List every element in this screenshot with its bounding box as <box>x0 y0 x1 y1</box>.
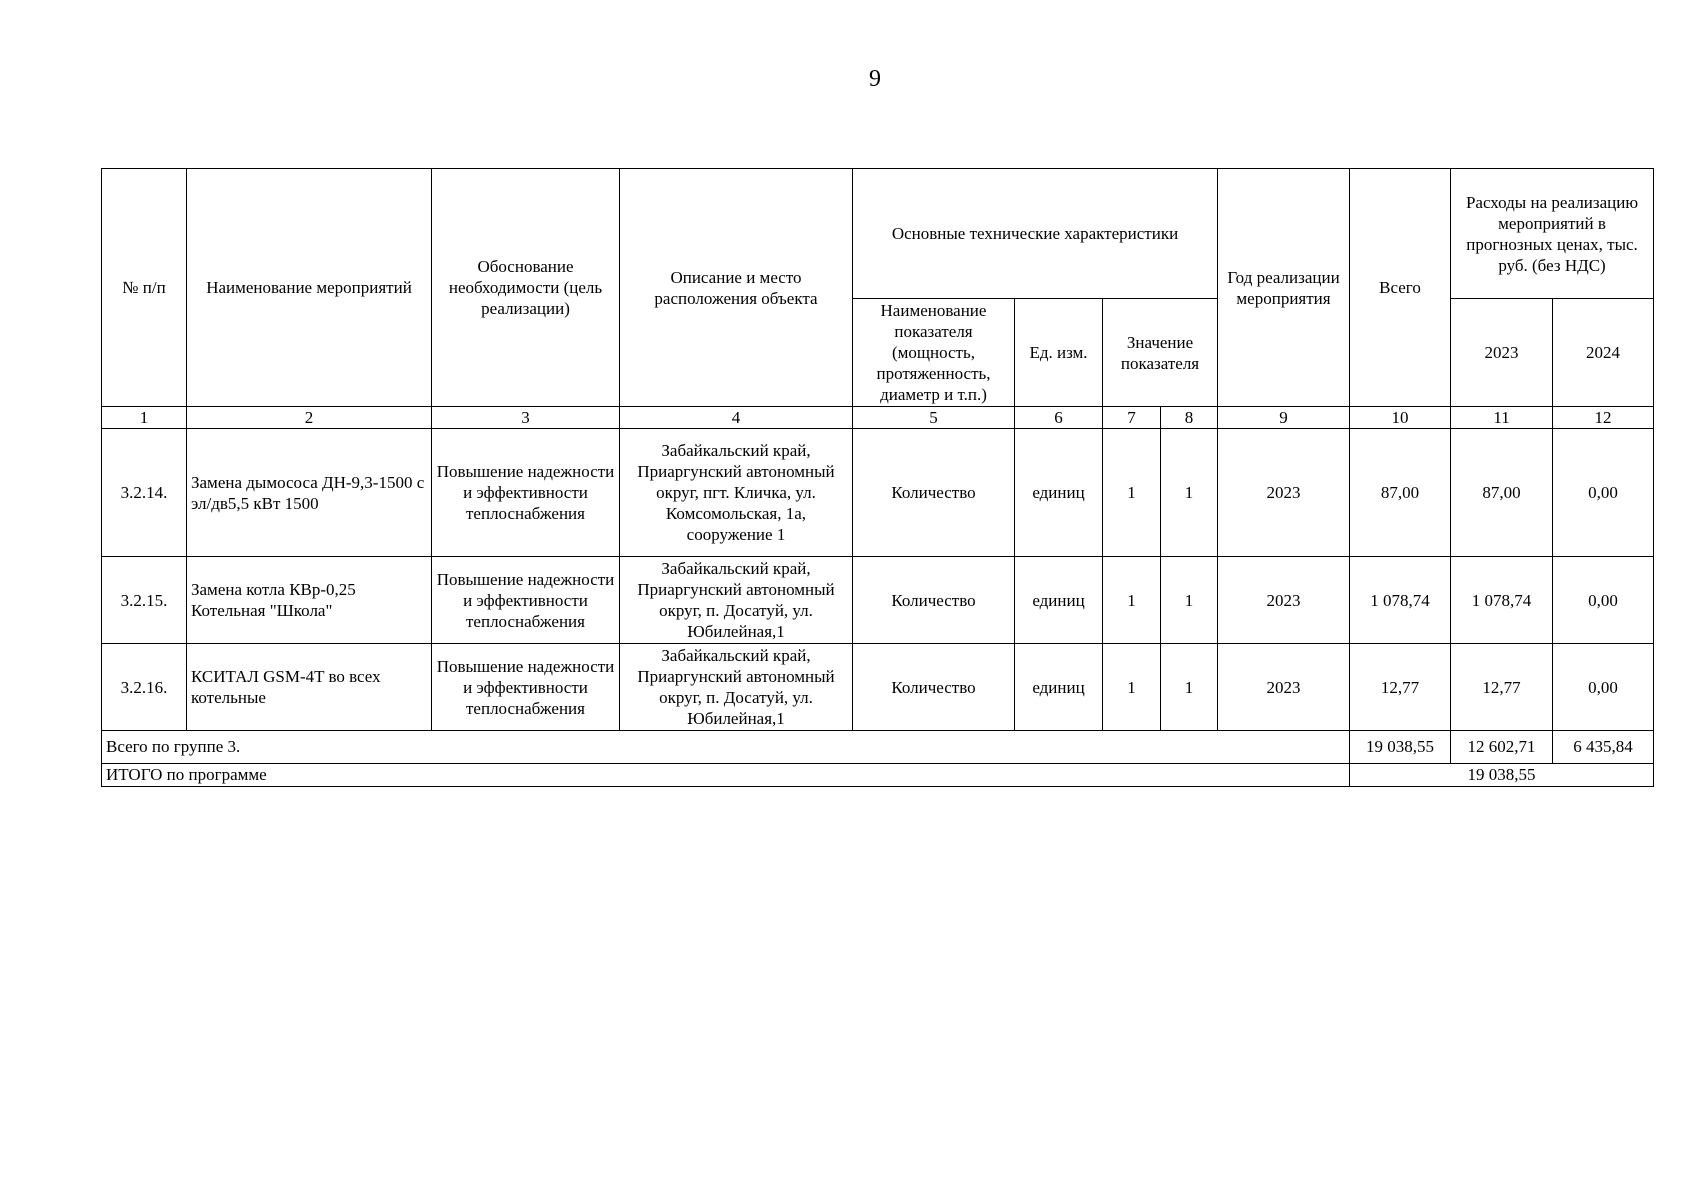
header-2024: 2024 <box>1553 299 1654 407</box>
header-total: Всего <box>1350 169 1451 407</box>
header-tech-value: Значение показателя <box>1103 299 1218 407</box>
header-description: Описание и место расположения объекта <box>620 169 853 407</box>
row-year: 2023 <box>1218 429 1350 557</box>
header-tech: Основные технические характеристики <box>853 169 1218 299</box>
row-reason: Повышение надежности и эффективности теплоснабжения <box>432 644 620 731</box>
column-number: 12 <box>1553 407 1654 429</box>
row-year: 2023 <box>1218 557 1350 644</box>
column-number: 3 <box>432 407 620 429</box>
table-row <box>102 644 1654 731</box>
row-cost-2024: 0,00 <box>1553 429 1654 557</box>
row-name: Замена котла КВр-0,25 Котельная "Школа" <box>187 557 432 644</box>
group-total-label: Всего по группе 3. <box>102 731 1350 764</box>
row-value-8: 1 <box>1161 557 1218 644</box>
program-table <box>101 168 1654 787</box>
column-number: 8 <box>1161 407 1218 429</box>
row-cost-2023: 1 078,74 <box>1451 557 1553 644</box>
column-number: 9 <box>1218 407 1350 429</box>
row-total: 87,00 <box>1350 429 1451 557</box>
header-costs: Расходы на реализацию мероприятий в прогнозных ценах, тыс. руб. (без НДС) <box>1451 169 1654 299</box>
header-2023: 2023 <box>1451 299 1553 407</box>
header-tech-unit: Ед. изм. <box>1015 299 1103 407</box>
row-year: 2023 <box>1218 644 1350 731</box>
column-number: 1 <box>102 407 187 429</box>
row-description: Забайкальский край, Приаргунский автономный округ, п. Досатуй, ул. Юбилейная,1 <box>620 644 853 731</box>
row-indicator: Количество <box>853 429 1015 557</box>
column-number: 5 <box>853 407 1015 429</box>
column-number: 6 <box>1015 407 1103 429</box>
row-cost-2023: 12,77 <box>1451 644 1553 731</box>
column-number: 11 <box>1451 407 1553 429</box>
row-description: Забайкальский край, Приаргунский автономный округ, пгт. Кличка, ул. Комсомольская, 1а, сооружение 1 <box>620 429 853 557</box>
group-total-row <box>102 731 1654 764</box>
row-reason: Повышение надежности и эффективности теплоснабжения <box>432 429 620 557</box>
program-total-row <box>102 764 1654 787</box>
row-num: 3.2.14. <box>102 429 187 557</box>
header-num: № п/п <box>102 169 187 407</box>
column-number: 2 <box>187 407 432 429</box>
group-total-2024: 6 435,84 <box>1553 731 1654 764</box>
program-total-label: ИТОГО по программе <box>102 764 1350 787</box>
row-unit: единиц <box>1015 429 1103 557</box>
row-description: Забайкальский край, Приаргунский автономный округ, п. Досатуй, ул. Юбилейная,1 <box>620 557 853 644</box>
row-num: 3.2.15. <box>102 557 187 644</box>
header-tech-name: Наименование показателя (мощность, протяженность, диаметр и т.п.) <box>853 299 1015 407</box>
row-value-7: 1 <box>1103 644 1161 731</box>
header-reason: Обоснование необходимости (цель реализации) <box>432 169 620 407</box>
row-name: Замена дымососа ДН-9,3-1500 с эл/дв5,5 кВт 1500 <box>187 429 432 557</box>
column-number: 7 <box>1103 407 1161 429</box>
row-unit: единиц <box>1015 644 1103 731</box>
header-year: Год реализации мероприятия <box>1218 169 1350 407</box>
column-number: 10 <box>1350 407 1451 429</box>
row-cost-2023: 87,00 <box>1451 429 1553 557</box>
program-total-value: 19 038,55 <box>1350 764 1654 787</box>
row-num: 3.2.16. <box>102 644 187 731</box>
row-indicator: Количество <box>853 557 1015 644</box>
row-value-8: 1 <box>1161 644 1218 731</box>
row-total: 12,77 <box>1350 644 1451 731</box>
column-number-row <box>102 407 1654 429</box>
row-cost-2024: 0,00 <box>1553 557 1654 644</box>
row-reason: Повышение надежности и эффективности теплоснабжения <box>432 557 620 644</box>
row-name: КСИТАЛ GSM-4T во всех котельные <box>187 644 432 731</box>
row-total: 1 078,74 <box>1350 557 1451 644</box>
group-total-value: 19 038,55 <box>1350 731 1451 764</box>
row-cost-2024: 0,00 <box>1553 644 1654 731</box>
table-row <box>102 429 1654 557</box>
header-name: Наименование мероприятий <box>187 169 432 407</box>
row-value-7: 1 <box>1103 557 1161 644</box>
row-value-8: 1 <box>1161 429 1218 557</box>
table-row <box>102 557 1654 644</box>
page-number: 9 <box>869 66 881 92</box>
row-unit: единиц <box>1015 557 1103 644</box>
row-indicator: Количество <box>853 644 1015 731</box>
column-number: 4 <box>620 407 853 429</box>
group-total-2023: 12 602,71 <box>1451 731 1553 764</box>
row-value-7: 1 <box>1103 429 1161 557</box>
